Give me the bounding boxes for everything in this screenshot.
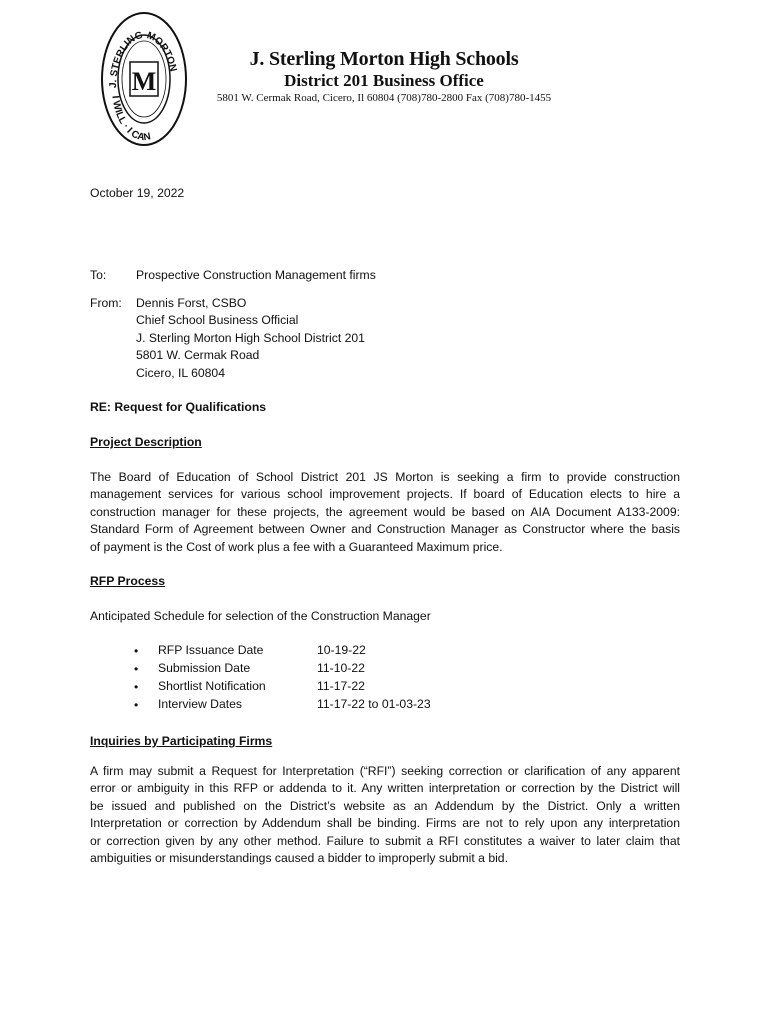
paragraph-line: or correction given by any other method. Failure to submit a RFI constitutes a waiver to later claim that: [90, 833, 680, 848]
from-line: Chief School Business Official: [136, 313, 299, 328]
section-heading-project-description: Project Description: [90, 435, 202, 449]
bullet-icon: •: [134, 644, 139, 658]
paragraph-line: error or ambiguity in this RFP or addenda to it. Any written interpretation or correction by the District will: [90, 781, 680, 796]
letterhead-office: District 201 Business Office: [284, 71, 484, 90]
schedule-label: Shortlist Notification: [158, 679, 266, 693]
from-line: 5801 W. Cermak Road: [136, 348, 260, 363]
schedule-date: 11-17-22: [317, 679, 365, 693]
inquiries-paragraph: [90, 763, 680, 867]
letterhead-title: J. Sterling Morton High Schools: [249, 48, 519, 70]
paragraph-line: Interpretation or correction by Addendum shall be binding. Firms are not to rely upon any interpretation: [90, 816, 680, 831]
from-label: From:: [90, 296, 122, 310]
to-label: To:: [90, 268, 107, 282]
from-line: Dennis Forst, CSBO: [136, 296, 247, 310]
paragraph-line: of payment is the Cost of work plus a fee with a Guaranteed Maximum price.: [90, 539, 503, 554]
paragraph-line: Standard Form of Agreement between Owner and Construction Manager as Constructor where the basis: [90, 522, 680, 537]
schedule-label: Interview Dates: [158, 697, 242, 711]
letter-date: October 19, 2022: [90, 186, 185, 200]
paragraph-line: construction manager for these projects, the agreement would be based on AIA Document A133-2009:: [90, 504, 680, 519]
schedule-date: 10-19-22: [317, 643, 366, 657]
schedule-date: 11-10-22: [317, 661, 365, 675]
seal-text-top: J. STERLING MORTON: [107, 29, 179, 89]
paragraph-line: management services for various school improvement projects. If board of Education elects to hire a: [90, 487, 680, 502]
to-value: Prospective Construction Management firms: [136, 268, 376, 282]
from-line: Cicero, IL 60804: [136, 365, 225, 380]
paragraph-line: A firm may submit a Request for Interpretation (“RFI”) seeking correction or clarification of any apparent: [90, 764, 680, 778]
schedule-date: 11-17-22 to 01-03-23: [317, 697, 431, 711]
from-line: J. Sterling Morton High School District 201: [136, 330, 365, 345]
bullet-icon: •: [134, 698, 139, 712]
section-heading-rfp-process: RFP Process: [90, 574, 165, 588]
bullet-icon: •: [134, 680, 139, 694]
seal-text-bottom: I WILL · I CAN: [109, 95, 152, 144]
paragraph-line: be issued and published on the District’s website as an Addendum by the District. Only a written: [90, 798, 680, 813]
section-heading-inquiries: Inquiries by Participating Firms: [90, 734, 273, 748]
re-line: RE: Request for Qualifications: [90, 400, 267, 414]
schedule-label: RFP Issuance Date: [158, 643, 264, 657]
paragraph-line: ambiguities or misunderstandings caused a bidder to improperly submit a bid.: [90, 851, 508, 866]
svg-text:I WILL · I CAN: [109, 95, 151, 143]
bullet-icon: •: [134, 662, 139, 676]
school-seal-logo: [100, 10, 188, 148]
schedule-intro: Anticipated Schedule for selection of the Construction Manager: [90, 609, 431, 623]
schedule-label: Submission Date: [158, 661, 251, 675]
paragraph-line: The Board of Education of School District 201 JS Morton is seeking a firm to provide construction: [90, 470, 680, 484]
project-description-paragraph: [90, 469, 680, 556]
seal-letter: M: [131, 67, 157, 96]
letterhead-address: 5801 W. Cermak Road, Cicero, Il 60804 (708)780-2800 Fax (708)780-1455: [216, 92, 552, 104]
